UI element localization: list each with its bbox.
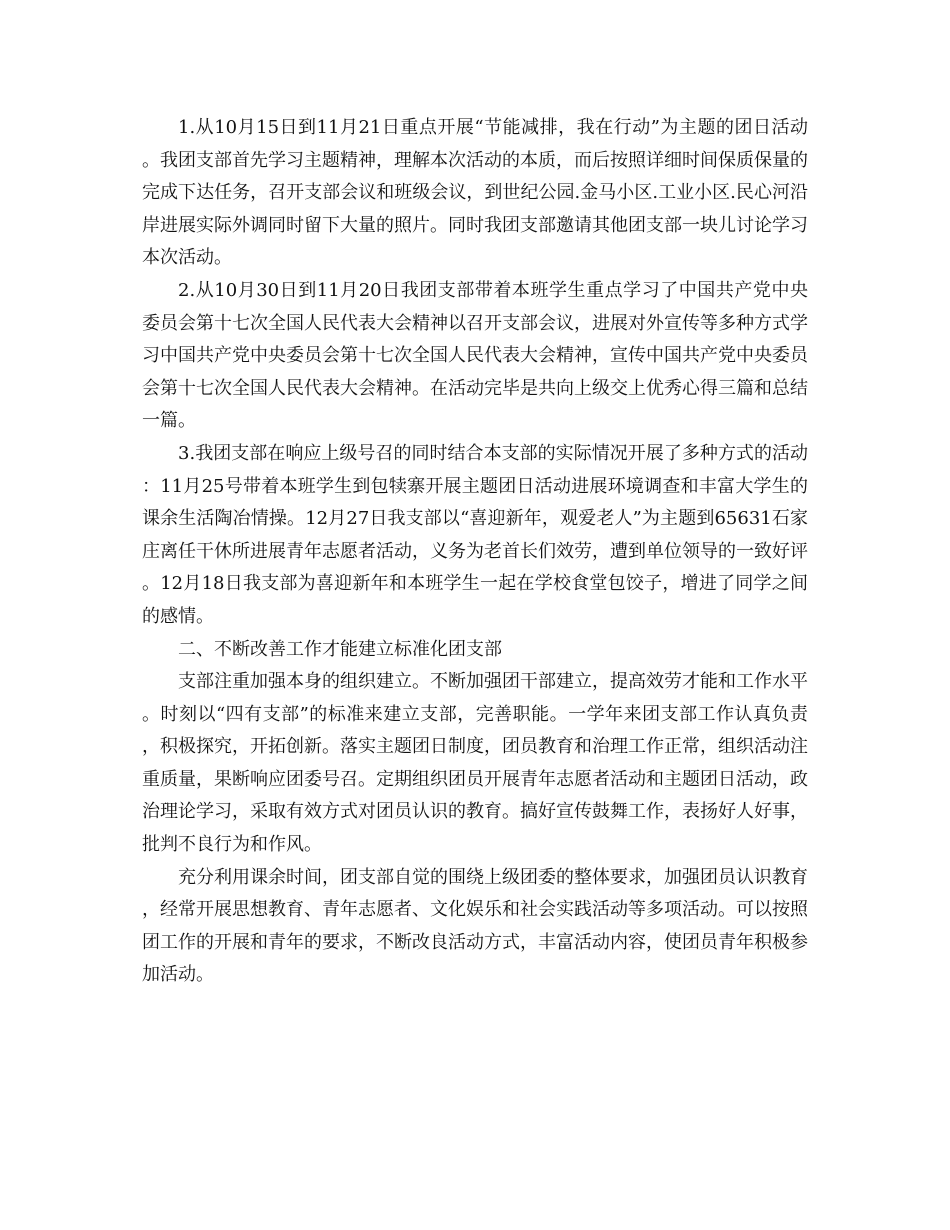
paragraph-5: 支部注重加强本身的组织建立。不断加强团干部建立，提高效劳才能和工作水平。时刻以“四有支部”的标准来建立支部，完善职能。一学年来团支部工作认真负责，积极探究，开拓创新。落实主题团日制度，团员教育和治理工作正常，组织活动注重质量，果断响应团委号召。定期组织团员开展青年志愿者活动和主题团日活动，政治理论学习，采取有效方式对团员认识的教育。搞好宣传鼓舞工作，表扬好人好事，批判不良行为和作风。: [142, 671, 808, 856]
paragraph-2: 2.从10月30日到11月20日我团支部带着本班学生重点学习了中国共产党中央委员会第十七次全国人民代表大会精神以召开支部会议，进展对外宣传等多种方式学习中国共产党中央委员会第十七次全国人民代表大会精神，宣传中国共产党中央委员会第十七次全国人民代表大会精神。在活动完毕是共向上级交上优秀心得三篇和总结一篇。: [142, 279, 808, 432]
paragraph-6: 充分利用课余时间，团支部自觉的围绕上级团委的整体要求，加强团员认识教育，经常开展思想教育、青年志愿者、文化娱乐和社会实践活动等多项活动。可以按照团工作的开展和青年的要求，不断改良活动方式，丰富活动内容，使团员青年积极参加活动。: [142, 866, 808, 986]
section-heading: 二、不断改善工作才能建立标准化团支部: [178, 638, 502, 660]
document-page: [142, 112, 808, 992]
paragraph-1: 1.从10月15日到11月21日重点开展“节能减排，我在行动”为主题的团日活动。我团支部首先学习主题精神，理解本次活动的本质，而后按照详细时间保质保量的完成下达任务，召开支部会议和班级会议，到世纪公园.金马小区.工业小区.民心河沿岸进展实际外调同时留下大量的照片。同时我团支部邀请其他团支部一块儿讨论学习本次活动。: [142, 117, 808, 269]
paragraph-3: 3.我团支部在响应上级号召的同时结合本支部的实际情况开展了多种方式的活动：11月25号带着本班学生到包犊寨开展主题团日活动进展环境调查和丰富大学生的课余生活陶冶情操。12月27日我支部以“喜迎新年，观爱老人”为主题到65631石家庄离任干休所进展青年志愿者活动，义务为老首长们效劳，遭到单位领导的一致好评。12月18日我支部为喜迎新年和本班学生一起在学校食堂包饺子，增进了同学之间的感情。: [142, 442, 808, 627]
